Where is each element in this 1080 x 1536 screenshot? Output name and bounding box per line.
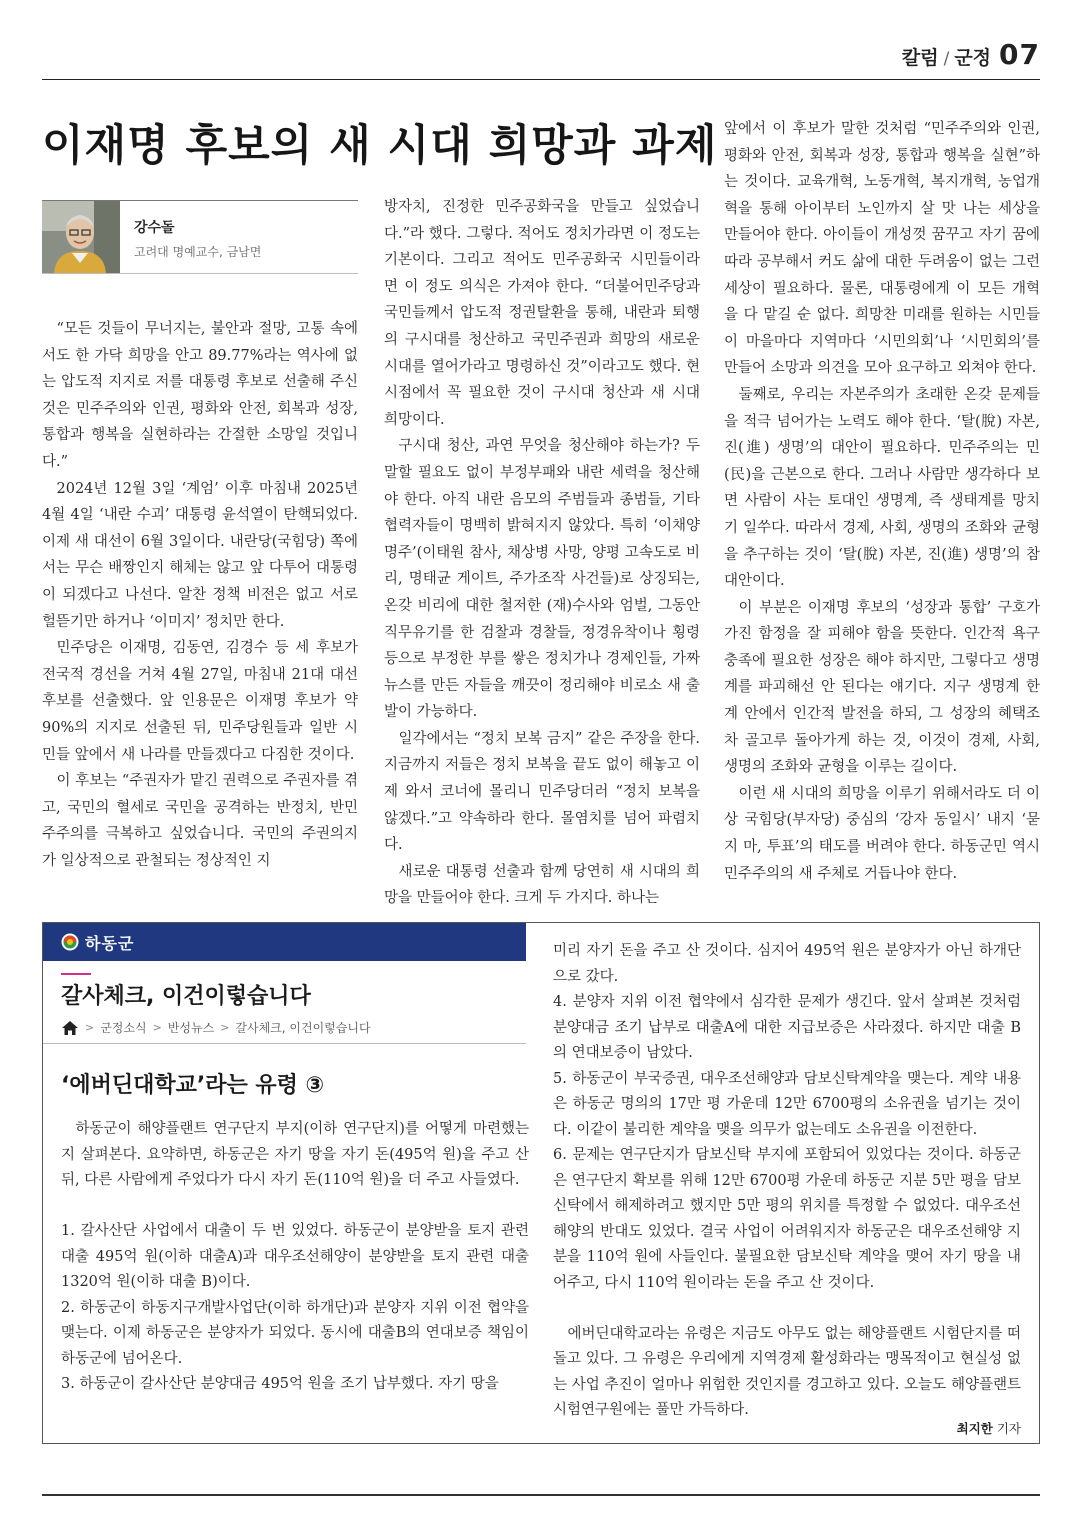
paragraph: 구시대 청산, 과연 무엇을 청산해야 하는가? 두말할 필요도 없이 부정부패와 내란 세력을 청산해야 한다. 아직 내란 음모의 주범들과 종범들, 기타 협력자들이 명백히 밝혀지지 않았다. 특히 ‘이채양명주’(이태원 참사, 채상병 사망, 양평 고속도로 비리, 명태균 게이트, 주가조작 사건들)로 상징되는, 온갖 비리에 대한 철저한 (재)수사와 엄벌, 그동안 직무유기를 한 검찰과 경찰들, 정경유착이나 횡령 등으로 부정한 부를 쌓은 정치가나 경제인들, 가짜뉴스를 만든 자들을 깨끗이 정리해야 비로소 새 출발이 가능하다. — [384, 438, 700, 721]
author-block — [42, 200, 358, 274]
notice-header-bar — [43, 923, 526, 961]
notice-heading: 갈사체크, 이건이렇습니다 — [61, 984, 311, 1009]
notice-logo-text: 하동군 — [85, 934, 135, 953]
page-header — [42, 28, 1040, 80]
reporter-byline — [957, 1419, 1021, 1437]
column-title: 이재명 후보의 새 시대 희망과 과제 — [42, 121, 718, 171]
paragraph: 에버딘대학교라는 유령은 지금도 아무도 없는 해양플랜트 시험단지를 떠돌고 있다. 그 유령은 우리에게 지역경제 활성화라는 맹목적이고 현실성 없는 사업 추진이 얼마나 위험한 것인지를 경고하고 있다. 오늘도 해양플랜트 시험연구원에는 풀만 가득하다. — [553, 1325, 1021, 1418]
home-icon — [61, 1020, 79, 1036]
paragraph: 하동군이 해양플랜트 연구단지 부지(이하 연구단지)를 어떻게 마련했는지 살펴본다. 요약하면, 하동군은 자기 땅을 자기 돈(495억 원)을 주고 산 뒤, 다른 사람에게 주었다가 다시 자기 돈(110억 원)을 더 주고 사들였다. — [61, 1121, 529, 1188]
column-text-col3 — [724, 116, 1040, 887]
breadcrumb-item: 군정소식 — [100, 1021, 147, 1035]
notice-text-left — [61, 1117, 529, 1398]
column-text-col1 — [42, 316, 358, 874]
section-label — [902, 38, 1040, 71]
paragraph: 새로운 대통령 선출과 함께 당연히 새 시대의 희망을 만들어야 한다. 크게 두 가지다. 하나는 — [384, 863, 700, 907]
paragraph: 앞에서 이 후보가 말한 것처럼 “민주주의와 인권, 평화와 안전, 회복과 성장, 통합과 행복을 실현”하는 것이다. 교육개혁, 노동개혁, 복지개혁, 농업개혁을 통해 아이부터 노인까지 살 맛 나는 세상을 만들어야 한다. 아이들이 개성껏 꿈꾸고 자기 꿈에 따라 공부해서 커도 삶에 대한 두려움이 없는 그런 세상이 필요하다. 물론, 대통령에게 이 모든 개혁을 다 맡길 순 없다. 희망찬 미래를 원하는 시민들이 마을마다 지역마다 ‘시민의회’나 ‘시민회의’를 만들어 소망과 의견을 모아 요구하고 외쳐야 한다. — [724, 121, 1040, 377]
page-number: 07 — [999, 38, 1040, 71]
footer-rule — [42, 1494, 1040, 1496]
paragraph: 이 후보는 “주권자가 맡긴 권력으로 주권자를 겪고, 국민의 혈세로 국민을 공격하는 반정치, 반민주주의를 극복하고 싶었습니다. 국민의 주권의지가 일상적으로 관철되는 정상적인 지 — [42, 773, 358, 869]
subsection-name: 군정 — [954, 47, 992, 69]
paragraph: 민주당은 이재명, 김동연, 김경수 등 세 후보가 전국적 경선을 거쳐 4월 27일, 마침내 21대 대선 후보를 선출했다. 앞 인용문은 이재명 후보가 약 90%의 지지로 선출된 뒤, 민주당원들과 일반 시민들 앞에서 새 나라를 만들겠다고 다짐한 것이다. — [42, 640, 358, 763]
spacer — [553, 1296, 1021, 1322]
spacer — [61, 1194, 529, 1220]
author-affiliation: 고려대 명예교수, 금남면 — [134, 245, 262, 259]
breadcrumb — [61, 1019, 371, 1036]
section-name: 칼럼 — [901, 47, 939, 69]
list-item: 4. 분양자 지위 이전 협약에서 심각한 문제가 생긴다. 앞서 살펴본 것처럼 분양대금 조기 납부로 대출A에 대한 지급보증은 사라졌다. 하지만 대출 B의 연대보증이 남았다. — [553, 994, 1021, 1061]
notice-subtitle: ‘에버딘대학교’라는 유령 ③ — [61, 1073, 325, 1098]
author-name: 강수돌 — [134, 220, 175, 236]
divider — [43, 1043, 526, 1044]
breadcrumb-item: 반성뉴스 — [167, 1021, 215, 1035]
paragraph: “모든 것들이 무너지는, 불안과 절망, 고통 속에서도 한 가닥 희망을 안고 89.77%라는 역사에 없는 압도적 지지로 저를 대통령 후보로 선출해 주신 것은 민주주의와 인권, 평화와 안전, 회복과 성장, 통합과 행복을 실현하라는 간절한 소망일 것입니다.” — [42, 321, 358, 470]
list-item: 5. 하동군이 부국증권, 대우조선해양과 담보신탁계약을 맺는다. 계약 내용은 하동군 명의의 17만 평 가운데 12만 6700평의 소유권을 넘기는 것이다. 이같이 불리한 계약을 맺을 의무가 없는데도 소유권을 이전한다. — [553, 1070, 1021, 1138]
reporter-title: 기자 — [996, 1421, 1021, 1436]
list-item: 2. 하동군이 하동지구개발사업단(이하 하개단)과 분양자 지위 이전 협약을 맺는다. 이제 하동군은 분양자가 되었다. 동시에 대출B의 연대보증 책임이 하동군에 넘어온다. — [61, 1299, 529, 1367]
notice-box — [42, 922, 1040, 1444]
paragraph: 이 부분은 이재명 후보의 ‘성장과 통합’ 구호가 가진 함정을 잘 피해야 함을 뜻한다. 인간적 욕구 충족에 필요한 성장은 해야 하지만, 그렇다고 생명계를 파괴해선 안 된다는 얘기다. 지구 생명계 한계 안에서 인간적 발전을 하되, 그 성장의 혜택조차 골고루 돌아가게 하는 것, 이것이 경제, 사회, 생명의 조화와 균형을 이루는 길이다. — [724, 599, 1040, 776]
section-separator: / — [943, 49, 950, 69]
heading-accent — [61, 973, 91, 975]
paragraph: 이런 새 시대의 희망을 이루기 위해서라도 더 이상 국힘당(부자당) 중심의 ‘강자 동일시’ 내지 ‘묻지 마, 투표’의 태도를 버려야 한다. 하동군민 역시 민주주의의 새 주체로 거듭나야 한다. — [724, 785, 1040, 882]
paragraph: 일각에서는 “정치 보복 금지” 같은 주장을 한다. 지금까지 저들은 정치 보복을 끝도 없이 해놓고 이제 와서 코너에 몰리니 민주당더러 “정치 보복을 않겠다.”고 약속하라 한다. 몰염치를 넘어 파렴치다. — [384, 730, 700, 854]
breadcrumb-item: 갈사체크, 이건이렇습니다 — [235, 1021, 371, 1035]
chevron-right-icon: > — [220, 1021, 230, 1034]
list-item: 미리 자기 돈을 주고 산 것이다. 심지어 495억 원은 분양자가 아닌 하개단으로 갔다. — [553, 943, 1021, 985]
reporter-name: 최지한 — [956, 1421, 993, 1436]
column-text-col2 — [384, 194, 700, 912]
list-item: 3. 하동군이 갈사산단 분양대금 495억 원을 조기 납부했다. 자기 땅을 — [61, 1376, 499, 1392]
list-item: 1. 갈사산단 사업에서 대출이 두 번 있었다. 하동군이 분양받을 토지 관련 대출 495억 원(이하 대출A)과 대우조선해양이 분양받을 토지 관련 대출 1320억 원(이하 대출 B)이다. — [61, 1223, 529, 1290]
hadong-logo-icon — [61, 933, 79, 951]
list-item: 6. 문제는 연구단지가 담보신탁 부지에 포함되어 있었다는 것이다. 하동군은 연구단지 확보를 위해 12만 6700평 가운데 하동군 지분 5만 평을 담보신탁에서 해제하려고 했지만 5만 평의 위치를 특정할 수 없었다. 대우조선해양의 반대도 있었다. 결국 사업이 어려워지자 하동군은 대우조선해양 지분을 110억 원에 사들인다. 불필요한 담보신탁 계약을 맺어 자기 땅을 내어주고, 다시 110억 원이라는 돈을 주고 산 것이다. — [553, 1147, 1021, 1291]
chevron-right-icon: > — [85, 1021, 95, 1034]
author-photo — [42, 201, 120, 273]
paragraph: 둘째로, 우리는 자본주의가 초래한 온갖 문제들을 적극 넘어가는 노력도 해야 한다. ‘탈(脫) 자본, 진(進) 생명’의 대안이 필요하다. 민주주의는 민(民)을 근본으로 한다. 그러나 사람만 생각하다 보면 사람이 사는 토대인 생명계, 즉 생태계를 망치기 일쑤다. 따라서 경제, 사회, 생명의 조화와 균형을 추구하는 것이 ‘탈(脫) 자본, 진(進) 생명’의 참 대안이다. — [724, 386, 1040, 590]
paragraph: 방자치, 진정한 민주공화국을 만들고 싶었습니다.”라 했다. 그렇다. 적어도 정치가라면 이 정도는 기본이다. 그리고 적어도 민주공화국 시민들이라면 이 정도 의식은 가져야 한다. “더불어민주당과 국민들께서 압도적 정권탈환을 통해, 내란과 퇴행의 구시대를 청산하고 국민주권과 희망의 새로운 시대를 열어가라고 명령하신 것”이라고도 했다. 현 시점에서 꼭 필요한 것이 구시대 청산과 새 시대 희망이다. — [384, 199, 700, 428]
notice-text-right — [553, 939, 1021, 1424]
paragraph: 2024년 12월 3일 ‘계엄’ 이후 마침내 2025년 4월 4일 ‘내란 수괴’ 대통령 윤석열이 탄핵되었다. 이제 새 대선이 6월 3일이다. 내란당(국힘당) 쪽에서는 무슨 배짱인지 해체는 않고 앞 다투어 대통령이 되겠다고 나선다. 알찬 정책 비전은 없고 서로 헐뜯기만 하거나 ‘이미지’ 정치만 한다. — [42, 480, 358, 630]
chevron-right-icon: > — [152, 1021, 162, 1034]
